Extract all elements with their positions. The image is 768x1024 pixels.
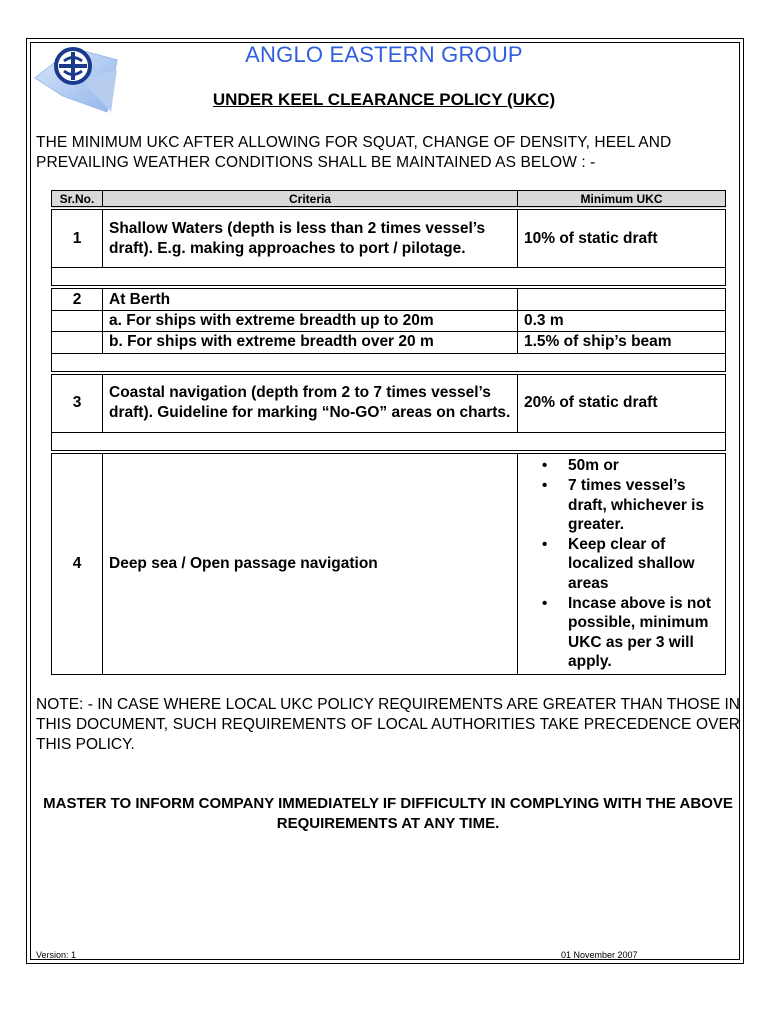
note-paragraph: NOTE: - IN CASE WHERE LOCAL UKC POLICY REQUIREMENTS ARE GREATER THAN THOSE IN THIS DOCUMENT, SUCH REQUIREMENTS OF LOCAL AUTHORITIES TAKE PRECEDENCE OVER THIS POLICY. [36, 696, 740, 753]
row-2-ukc [518, 287, 726, 310]
row-1-criteria: Shallow Waters (depth is less than 2 times vessel’s draft). E.g. making approaches to port / pilotage. [103, 208, 518, 268]
company-name: ANGLO EASTERN GROUP [245, 42, 523, 67]
row-2-criteria: At Berth [103, 287, 518, 310]
list-item: • Keep clear of localized shallow areas [568, 535, 719, 594]
header-sr-no: Sr.No. [52, 191, 103, 209]
row-2a-criteria: a. For ships with extreme breadth up to 20m [103, 310, 518, 331]
list-item: • 50m or [568, 456, 719, 476]
row-3-ukc: 20% of static draft [518, 373, 726, 433]
row-2a-sr [52, 310, 103, 331]
master-instruction: MASTER TO INFORM COMPANY IMMEDIATELY IF DIFFICULTY IN COMPLYING WITH THE ABOVE REQUIREMENTS AT ANY TIME. [43, 795, 733, 832]
list-item: • 7 times vessel’s draft, whichever is greater. [568, 476, 719, 535]
row-2-sr: 2 [52, 287, 103, 310]
table-header-row [52, 191, 726, 209]
table-row [52, 332, 726, 353]
table-row [52, 287, 726, 310]
table-separator-row [52, 433, 726, 453]
document-title-text: UNDER KEEL CLEARANCE POLICY (UKC) [212, 90, 556, 109]
row-4-ukc [518, 452, 726, 674]
row-3-criteria: Coastal navigation (depth from 2 to 7 times vessel’s draft). Guideline for marking “No-GO” areas on charts. [103, 373, 518, 433]
footer-date: 01 November 2007 [561, 950, 638, 960]
row-2b-sr [52, 332, 103, 353]
header-minimum-ukc: Minimum UKC [518, 191, 726, 209]
row-1-sr: 1 [52, 208, 103, 268]
intro-paragraph: THE MINIMUM UKC AFTER ALLOWING FOR SQUAT, CHANGE OF DENSITY, HEEL AND PREVAILING WEATHER CONDITIONS SHALL BE MAINTAINED AS BELOW : - [36, 134, 672, 171]
row-2b-ukc: 1.5% of ship’s beam [518, 332, 726, 353]
row-4-sr: 4 [52, 452, 103, 674]
row-4-ukc-list [524, 456, 719, 672]
ukc-table [51, 190, 726, 675]
row-3-sr: 3 [52, 373, 103, 433]
row-2b-criteria: b. For ships with extreme breadth over 20 m [103, 332, 518, 353]
table-row [52, 208, 726, 268]
row-2a-ukc: 0.3 m [518, 310, 726, 331]
row-1-ukc: 10% of static draft [518, 208, 726, 268]
table-row [52, 452, 726, 674]
footer-version: Version: 1 [36, 950, 77, 960]
document-title [0, 90, 768, 110]
row-4-criteria: Deep sea / Open passage navigation [103, 452, 518, 674]
list-item: • Incase above is not possible, minimum UKC as per 3 will apply. [568, 594, 719, 672]
table-separator-row [52, 268, 726, 288]
header-criteria: Criteria [103, 191, 518, 209]
table-row [52, 310, 726, 331]
table-separator-row [52, 353, 726, 373]
table-row [52, 373, 726, 433]
